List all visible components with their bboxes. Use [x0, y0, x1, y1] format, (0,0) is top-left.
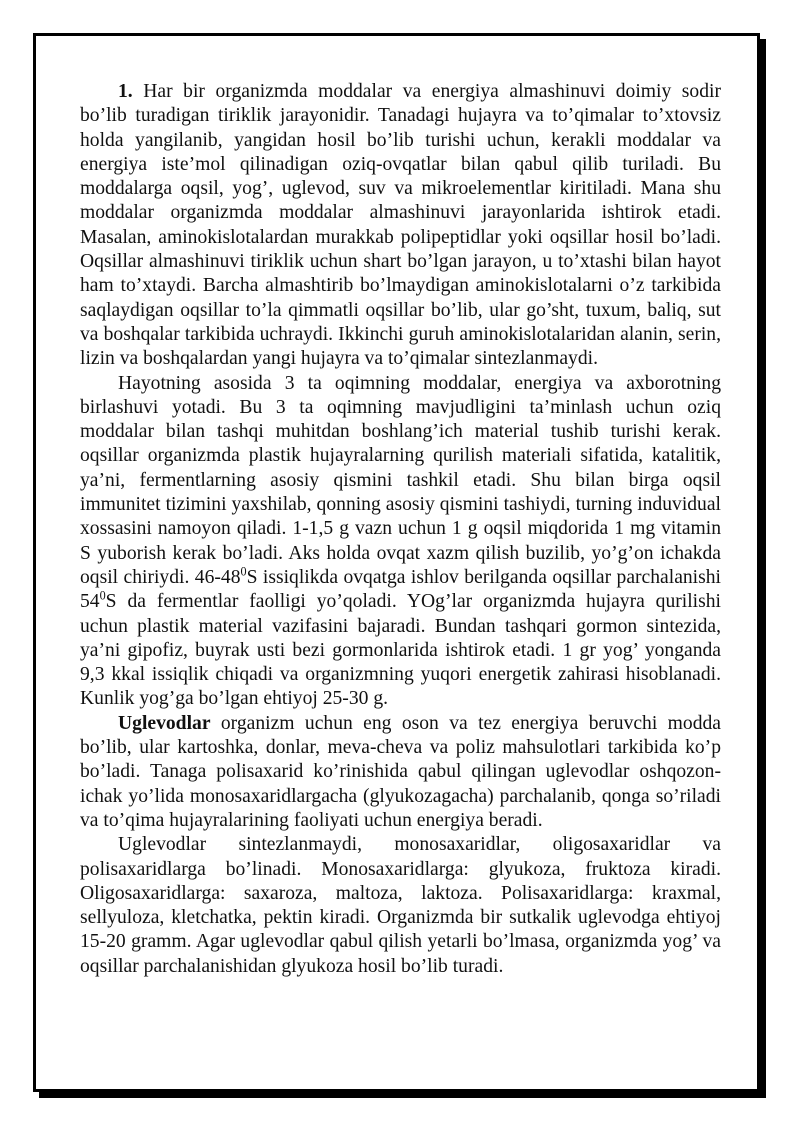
section-number: 1.	[118, 81, 133, 102]
page-frame	[33, 33, 760, 1092]
degree-superscript: 0	[240, 564, 247, 579]
paragraph-carbohydrates	[80, 712, 721, 833]
paragraph-text: Hayotning asosida 3 ta oqimning moddalar, energiya va axborotning birlashuvi yotadi. Bu 3 ta oqimning mavjudligini ta’minlash uchun oziq moddalar bilan tashqi muhitdan boshlang’ich material tushib turishi kerak. oqsillar organizmda plastik hujayralarning qurilish materiali sifatida, katalitik, ya’ni, fermentlarning asosiy qismini tashkil etadi. Shu bilan birga oqsil immunitet tizimini yaxshilab, qonning asosiy qismini tashiydi, turning induvidual xossasini namoyon qiladi. 1-1,5 g vazn uchun 1 g oqsil miqdorida 1 mg vitamin S yuborish kerak bo’ladi. Aks holda ovqat xazm qilish buzilib, yo’g’on ichakda oqsil chiriydi. 46-48	[80, 372, 721, 588]
paragraph-text: S da fermentlar faolligi yo’qoladi. YOg’lar organizmda hujayra qurilishi uchun plastik material vazifasini bajaradi. Bundan tashqari gormon sintezida, ya’ni gipofiz, buyrak usti bezi gormonlarida ishtirok etadi. 1 gr yog’ yonganda 9,3 kkal issiqlik chiqadi va organizmning yuqori energetik zahirasi hisoblanadi. Kunlik yog’ga bo’lgan ehtiyoj 25-30 g.	[80, 591, 721, 710]
paragraph-carbohydrate-types	[80, 833, 721, 979]
paragraph-text: Har bir organizmda moddalar va energiya almashinuvi doimiy sodir bo’lib turadigan tiriklik jarayonidir. Tanadagi hujayra va to’qimalar to’xtovsiz holda yangilanib, yangidan hosil bo’lib turishi uchun, kerakli moddalar va energiya iste’mol qilinadigan oziq-ovqatlar bilan qabul qilib turiladi. Bu moddalarga oqsil, yog’, uglevod, suv va mikroelementlar kiritiladi. Mana shu moddalar organizmda moddalar almashinuvi jarayonlarida ishtirok etadi. Masalan, aminokislotalardan murakkab polipeptidlar yoki oqsillar hosil bo’ladi. Oqsillar almashinuvi tiriklik uchun shart bo’lgan jarayon, u to’xtashi bilan hayot ham to’xtaydi. Barcha almashtirib bo’lmaydigan aminokislotalarni o’z tarkibida saqlaydigan oqsillar to’la qimmatli oqsillar bo’lib, ular go’sht, tuxum, baliq, sut va boshqalar tarkibida uchraydi. Ikkinchi guruh aminokislotalaridan alanin, serin, lizin va boshqalardan yangi hujayra va to’qimalar sintezlanmaydi.	[80, 81, 721, 370]
paragraph-protein-metabolism	[80, 80, 721, 372]
paragraph-life-flows	[80, 372, 721, 712]
degree-superscript: 0	[99, 588, 106, 603]
paragraph-text: Uglevodlar sintezlanmaydi, monosaxaridlar, oligosaxaridlar va polisaxaridlarga bo’linadi. Monosaxaridlarga: glyukoza, fruktoza kiradi. Oligosaxaridlarga: saxaroza, maltoza, laktoza. Polisaxaridlarga: kraxmal, sellyuloza, kletchatka, pektin kiradi. Organizmda bir sutkalik uglevodga ehtiyoj 15-20 gramm. Agar uglevodlar qabul qilish yetarli bo’lmasa, organizmda yog’ va oqsillar parchalanishidan glyukoza hosil bo’lib turadi.	[80, 834, 721, 977]
bold-term: Uglevodlar	[118, 712, 211, 734]
document-body	[80, 80, 721, 979]
paragraph-text: organizm uchun eng oson va tez energiya beruvchi modda bo’lib, ular kartoshka, donlar, meva-cheva va poliz mahsulotlari tarkibida ko’p bo’ladi. Tanaga polisaxarid ko’rinishida qabul qilingan uglevodlar oshqozon-ichak yo’lida monosaxaridlargacha (glyukozagacha) parchalanib, qonga so’riladi va to’qima hujayralarining faoliyati uchun energiya beradi.	[80, 712, 721, 831]
paragraph-text: S issiqlikda ovqatga ishlov berilganda oqsillar parchalanishi 54	[80, 566, 721, 613]
